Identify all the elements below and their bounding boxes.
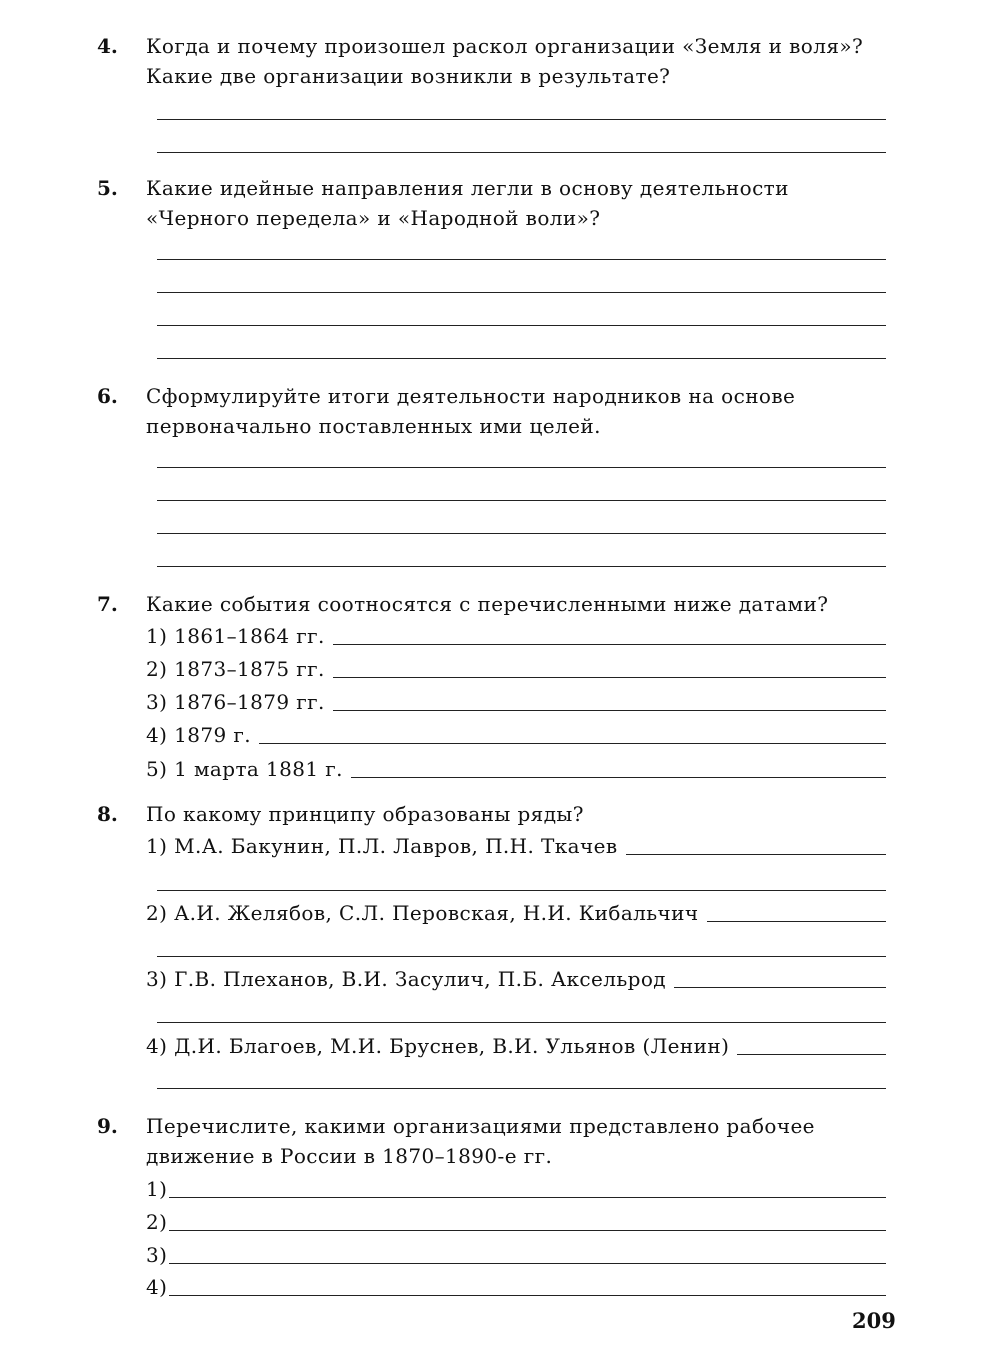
answer-line[interactable] (157, 1088, 886, 1089)
answer-line[interactable] (737, 1054, 886, 1055)
answer-line[interactable] (157, 533, 886, 534)
series-answer-row (146, 831, 886, 861)
series-label: 1) М.А. Бакунин, П.Л. Лавров, П.Н. Ткачев (146, 834, 618, 858)
series-label: 4) Д.И. Благоев, М.И. Бруснев, В.И. Ульянов (Ленин) (146, 1034, 730, 1058)
answer-line[interactable] (333, 710, 886, 711)
answer-line[interactable] (157, 1022, 886, 1023)
question-number: 7. (97, 592, 118, 616)
date-answer-row (146, 754, 886, 784)
answer-line[interactable] (707, 921, 886, 922)
page-number: 209 (852, 1308, 896, 1333)
answer-line[interactable] (351, 777, 886, 778)
date-answer-row (146, 720, 886, 750)
answer-line[interactable] (157, 292, 886, 293)
answer-line[interactable] (157, 152, 886, 153)
question-number: 9. (97, 1114, 118, 1138)
question-number: 6. (97, 384, 118, 408)
answer-line[interactable] (259, 743, 886, 744)
series-label: 2) А.И. Желябов, С.Л. Перовская, Н.И. Кибальчич (146, 901, 699, 925)
item-label: 1) (146, 1177, 168, 1201)
date-label: 1) 1861–1864 гг. (146, 624, 325, 648)
answer-line[interactable] (157, 890, 886, 891)
answer-line[interactable] (157, 119, 886, 120)
answer-line[interactable] (333, 644, 886, 645)
date-label: 5) 1 марта 1881 г. (146, 757, 343, 781)
answer-line[interactable] (674, 987, 886, 988)
answer-line[interactable] (626, 854, 886, 855)
answer-line[interactable] (157, 500, 886, 501)
question-number: 5. (97, 176, 118, 200)
answer-line[interactable] (157, 956, 886, 957)
date-answer-row (146, 654, 886, 684)
organization-answer-row (146, 1240, 886, 1270)
answer-line[interactable] (169, 1197, 886, 1198)
organization-answer-row (146, 1272, 886, 1302)
question-number: 8. (97, 802, 118, 826)
question-number: 4. (97, 34, 118, 58)
item-label: 4) (146, 1275, 168, 1299)
date-answer-row (146, 687, 886, 717)
series-answer-row (146, 1031, 886, 1061)
item-label: 2) (146, 1210, 168, 1234)
date-label: 3) 1876–1879 гг. (146, 690, 325, 714)
series-answer-row (146, 964, 886, 994)
item-label: 3) (146, 1243, 168, 1267)
question-text: Перечислите, какими организациями представлено рабочее движение в России в 1870–1890-е гг. (146, 1114, 815, 1168)
organization-answer-row (146, 1207, 886, 1237)
date-answer-row (146, 621, 886, 651)
question-text: Сформулируйте итоги деятельности народников на основе первоначально поставленных ими целей. (146, 384, 796, 438)
answer-line[interactable] (157, 259, 886, 260)
answer-line[interactable] (157, 467, 886, 468)
series-label: 3) Г.В. Плеханов, В.И. Засулич, П.Б. Аксельрод (146, 967, 667, 991)
question-text: Какие идейные направления легли в основу деятельности «Черного передела» и «Народной воли»? (146, 176, 789, 230)
answer-line[interactable] (157, 325, 886, 326)
question-text: По какому принципу образованы ряды? (146, 802, 584, 826)
question-text: Какие события соотносятся с перечисленными ниже датами? (146, 592, 829, 616)
answer-line[interactable] (157, 566, 886, 567)
date-label: 4) 1879 г. (146, 723, 251, 747)
organization-answer-row (146, 1174, 886, 1204)
answer-line[interactable] (157, 358, 886, 359)
answer-line[interactable] (169, 1230, 886, 1231)
question-text: Когда и почему произошел раскол организации «Земля и воля»? Какие две организации возникли в результате? (146, 34, 864, 88)
series-answer-row (146, 898, 886, 928)
date-label: 2) 1873–1875 гг. (146, 657, 325, 681)
answer-line[interactable] (169, 1263, 886, 1264)
answer-line[interactable] (333, 677, 886, 678)
answer-line[interactable] (169, 1295, 886, 1296)
